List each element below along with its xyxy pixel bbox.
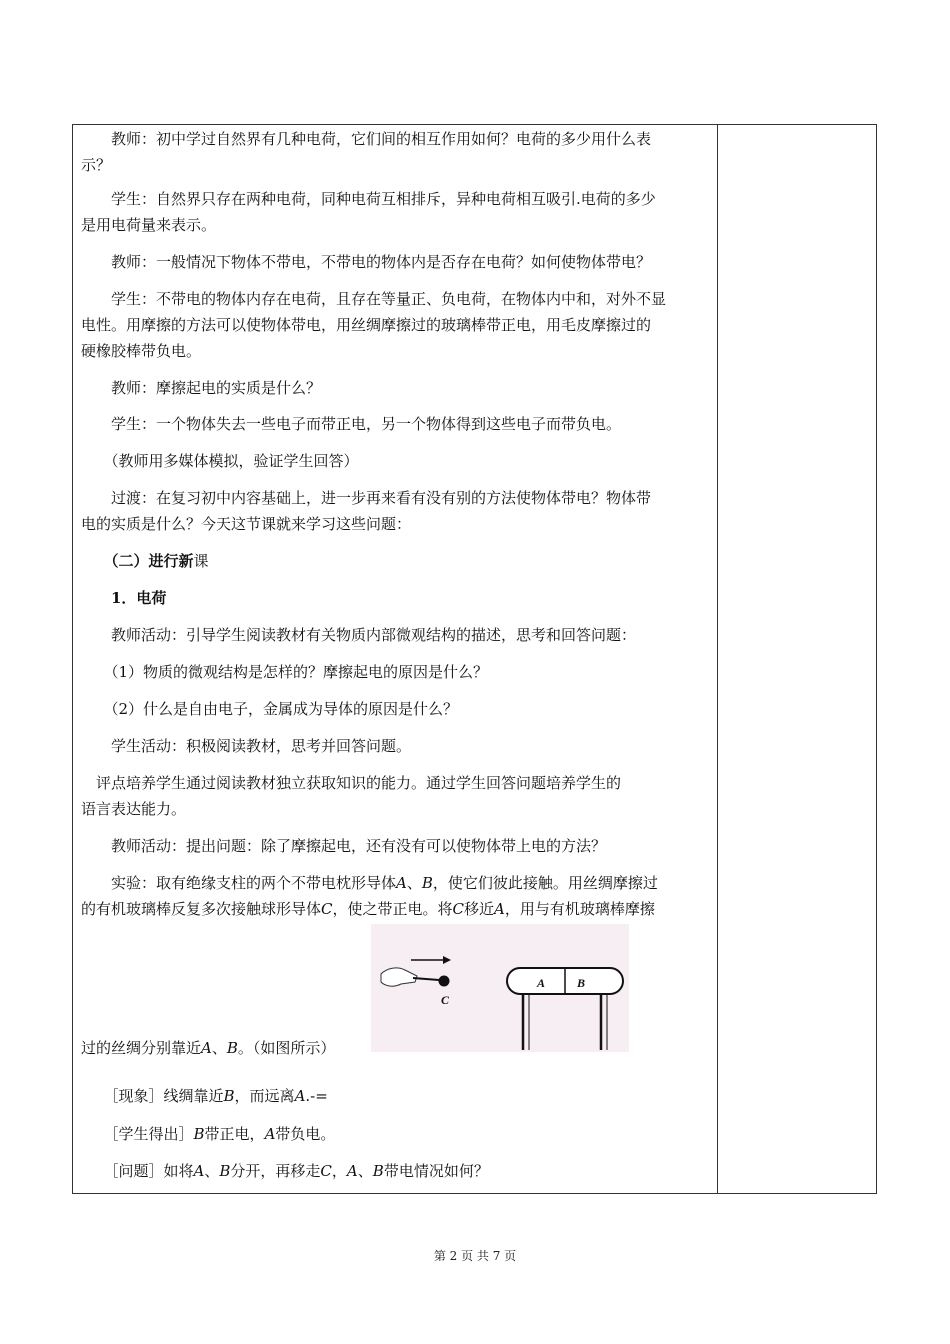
svg-text:A: A (537, 976, 546, 990)
sphere-c (439, 976, 450, 987)
question-line: ［问题］如将A、B分开，再移走C，A、B带电情况如何？ (81, 1162, 489, 1180)
student-result-line: ［学生得出］B带正电，A带负电。 (81, 1125, 336, 1143)
text-line: 学生：一个物体失去一些电子而带正电，另一个物体得到这些电子而带负电。 (81, 415, 622, 433)
text-line: （1）物质的微观结构是怎样的？摩擦起电的原因是什么？ (81, 663, 489, 681)
text-line: 电的实质是什么？今天这节课就来学习这些问题： (81, 515, 412, 533)
svg-text:B: B (577, 976, 586, 990)
induction-diagram (371, 924, 629, 1052)
text-line: 过渡：在复习初中内容基础上，进一步再来看有没有别的方法使物体带电？物体带 (81, 489, 652, 507)
table-column-divider (717, 124, 718, 1194)
experiment-line-2: 的有机玻璃棒反复多次接触球形导体C，使之带正电。将C移近A，用与有机玻璃棒摩擦 (81, 900, 655, 918)
svg-text:C: C (441, 993, 450, 1007)
text-line: 学生：自然界只存在两种电荷，同种电荷互相排斥，异种电荷相互吸引.电荷的多少 (81, 190, 656, 208)
text-line: 学生活动：积极阅读教材，思考并回答问题。 (81, 737, 412, 755)
experiment-line-1: 实验：取有绝缘支柱的两个不带电枕形导体A、B，使它们彼此接触。用丝绸摩擦过 (81, 874, 658, 892)
text-line: （教师用多媒体模拟，验证学生回答） (81, 452, 359, 470)
section-heading-bold: （二）进行新 (81, 552, 194, 570)
text-line: 是用电荷量来表示。 (81, 216, 217, 234)
text-line: 学生：不带电的物体内存在电荷，且存在等量正、负电荷，在物体内中和，对外不显 (81, 290, 667, 308)
page-number: 第 2 页 共 7 页 (433, 1249, 517, 1263)
text-line: 电性。用摩擦的方法可以使物体带电，用丝绸摩擦过的玻璃棒带正电，用毛皮摩擦过的 (81, 316, 652, 334)
section-heading (81, 548, 713, 574)
text-line: 教师：一般情况下物体不带电，不带电的物体内是否存在电荷？如何使物体带电？ (81, 253, 652, 271)
text-line: 硬橡胶棒带负电。 (81, 342, 202, 360)
subsection-heading: 1．电荷 (81, 589, 167, 607)
experiment-figure (371, 924, 629, 1052)
text-line: 评点培养学生通过阅读教材独立获取知识的能力。通过学生回答问题培养学生的 (81, 774, 622, 792)
text-line: 教师：摩擦起电的实质是什么？ (81, 379, 322, 397)
text-line: 示？ (81, 156, 112, 174)
text-line: 教师：初中学过自然界有几种电荷，它们间的相互作用如何？电荷的多少用什么表 (81, 130, 652, 148)
experiment-line-3: 过的丝绸分别靠近A、B。（如图所示） (81, 1039, 336, 1057)
text-line: 语言表达能力。 (81, 800, 187, 818)
text-line: （2）什么是自由电子，金属成为导体的原因是什么？ (81, 700, 459, 718)
phenomenon-line: ［现象］线绸靠近B，而远离A.-= (81, 1087, 328, 1105)
text-line: 教师活动：提出问题：除了摩擦起电，还有没有可以使物体带上电的方法？ (81, 837, 607, 855)
text-line: 教师活动：引导学生阅读教材有关物质内部微观结构的描述，思考和回答问题： (81, 626, 637, 644)
section-heading-suffix: 课 (193, 552, 209, 570)
